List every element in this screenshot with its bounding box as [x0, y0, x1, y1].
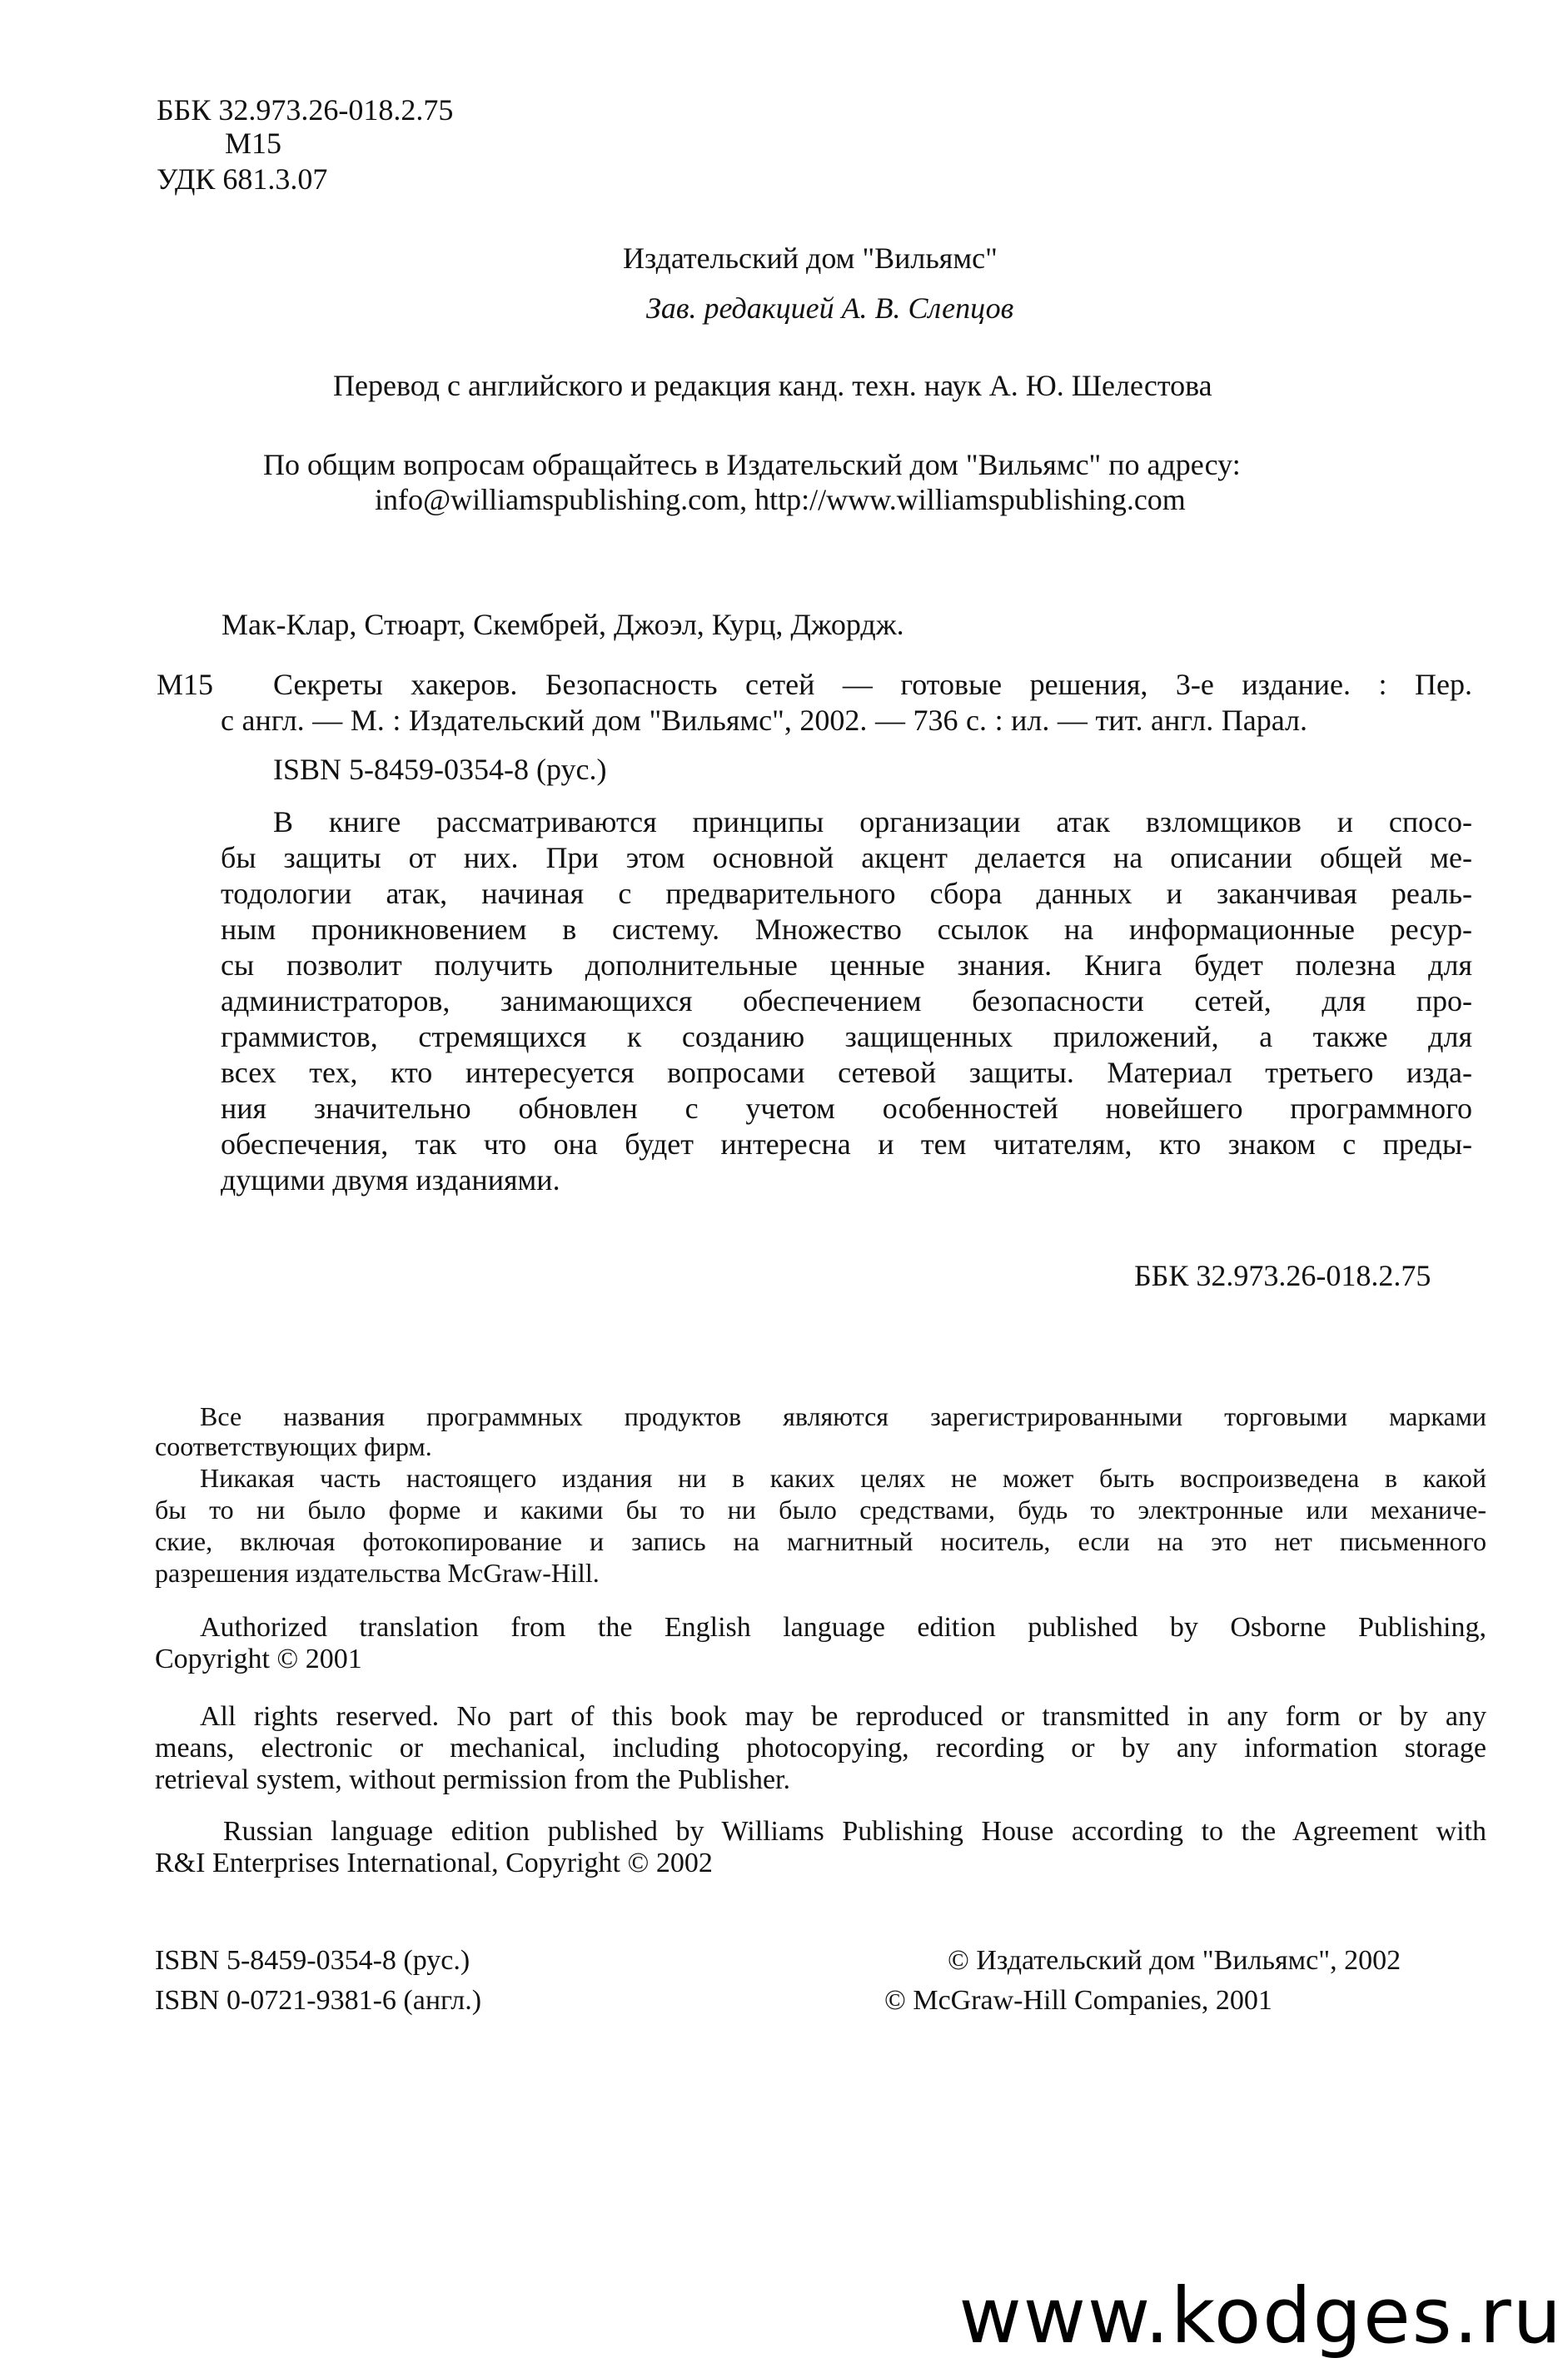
copyright-russian: © Издательский дом "Вильямс", 2002: [948, 1945, 1401, 1976]
book-index-top: М15: [225, 127, 282, 160]
legal-line: Все названия программных продуктов являются зарегистрированными торговыми марками: [200, 1401, 1486, 1431]
abstract-line: граммистов, стремящихся к созданию защищенных приложений, а также для: [221, 1020, 1472, 1053]
abstract-line: дущими двумя изданиями.: [221, 1163, 560, 1196]
bbk-code: ББК 32.973.26-018.2.75: [157, 93, 454, 127]
legal-line: Никакая часть настоящего издания ни в каких целях не может быть воспроизведена в какой: [200, 1463, 1486, 1493]
contact-urls: info@williamspublishing.com, http://www.williamspublishing.com: [375, 483, 1186, 516]
abstract-line: всех тех, кто интересуется вопросами сетевой защиты. Материал третьего изда-: [221, 1056, 1472, 1089]
publisher-name: Издательский дом "Вильямс": [623, 241, 998, 275]
legal-line: бы то ни было форме и какими бы то ни было средствами, будь то электронные или механиче-: [155, 1495, 1486, 1525]
udk-code: УДК 681.3.07: [157, 162, 328, 196]
isbn-russian: ISBN 5-8459-0354-8 (рус.): [155, 1945, 470, 1976]
abstract-line: В книге рассматриваются принципы организации атак взломщиков и спосо-: [273, 805, 1472, 838]
book-title-line-1: Секреты хакеров. Безопасность сетей — готовые решения, 3-е издание. : Пер.: [273, 668, 1472, 701]
legal-line: All rights reserved. No part of this book may be reproduced or transmitted in any form or by any: [200, 1701, 1486, 1732]
legal-line: соответствующих фирм.: [155, 1431, 432, 1461]
site-watermark: www.kodges.ru: [953, 2266, 1568, 2366]
authors-line: Мак-Клар, Стюарт, Скембрей, Джоэл, Курц, Джордж.: [222, 608, 904, 641]
abstract-line: ния значительно обновлен с учетом особенностей новейшего программного: [221, 1092, 1472, 1125]
isbn-english: ISBN 0-0721-9381-6 (англ.): [155, 1985, 482, 2016]
copyright-english: © McGraw-Hill Companies, 2001: [884, 1985, 1272, 2016]
isbn-card: ISBN 5-8459-0354-8 (рус.): [273, 753, 607, 786]
abstract-line: обеспечения, так что она будет интересна и тем читателям, кто знаком с преды-: [221, 1127, 1472, 1161]
abstract-line: администраторов, занимающихся обеспечением безопасности сетей, для про-: [221, 984, 1472, 1017]
bbk-code-bottom: ББК 32.973.26-018.2.75: [1134, 1259, 1431, 1292]
chief-editor: Зав. редакцией А. В. Слепцов: [646, 291, 1014, 325]
legal-line: разрешения издательства McGraw-Hill.: [155, 1558, 600, 1588]
legal-line: retrieval system, without permission from the Publisher.: [155, 1764, 791, 1795]
legal-line: ские, включая фотокопирование и запись на магнитный носитель, если на это нет письменного: [155, 1526, 1486, 1556]
abstract-line: сы позволит получить дополнительные ценные знания. Книга будет полезна для: [221, 948, 1472, 982]
translation-editor: Перевод с английского и редакция канд. техн. наук А. Ю. Шелестова: [333, 369, 1212, 402]
legal-line: Russian language edition published by Williams Publishing House according to the Agreement with: [223, 1816, 1486, 1847]
abstract-line: бы защиты от них. При этом основной акцент делается на описании общей ме-: [221, 841, 1472, 874]
book-index-card: М15: [157, 668, 214, 701]
legal-line: means, electronic or mechanical, including photocopying, recording or by any information storage: [155, 1733, 1486, 1764]
legal-line: Copyright © 2001: [155, 1644, 362, 1674]
legal-line: Authorized translation from the English language edition published by Osborne Publishing,: [200, 1612, 1486, 1643]
legal-line: R&I Enterprises International, Copyright © 2002: [155, 1848, 713, 1878]
abstract-line: тодологии атак, начиная с предварительного сбора данных и заканчивая реаль-: [221, 877, 1472, 910]
abstract-line: ным проникновением в систему. Множество ссылок на информационные ресур-: [221, 913, 1472, 946]
contact-line: По общим вопросам обращайтесь в Издательский дом "Вильямс" по адресу:: [263, 448, 1241, 481]
book-title-line-2: с англ. — М. : Издательский дом "Вильямс", 2002. — 736 с. : ил. — тит. англ. Парал.: [221, 704, 1307, 737]
